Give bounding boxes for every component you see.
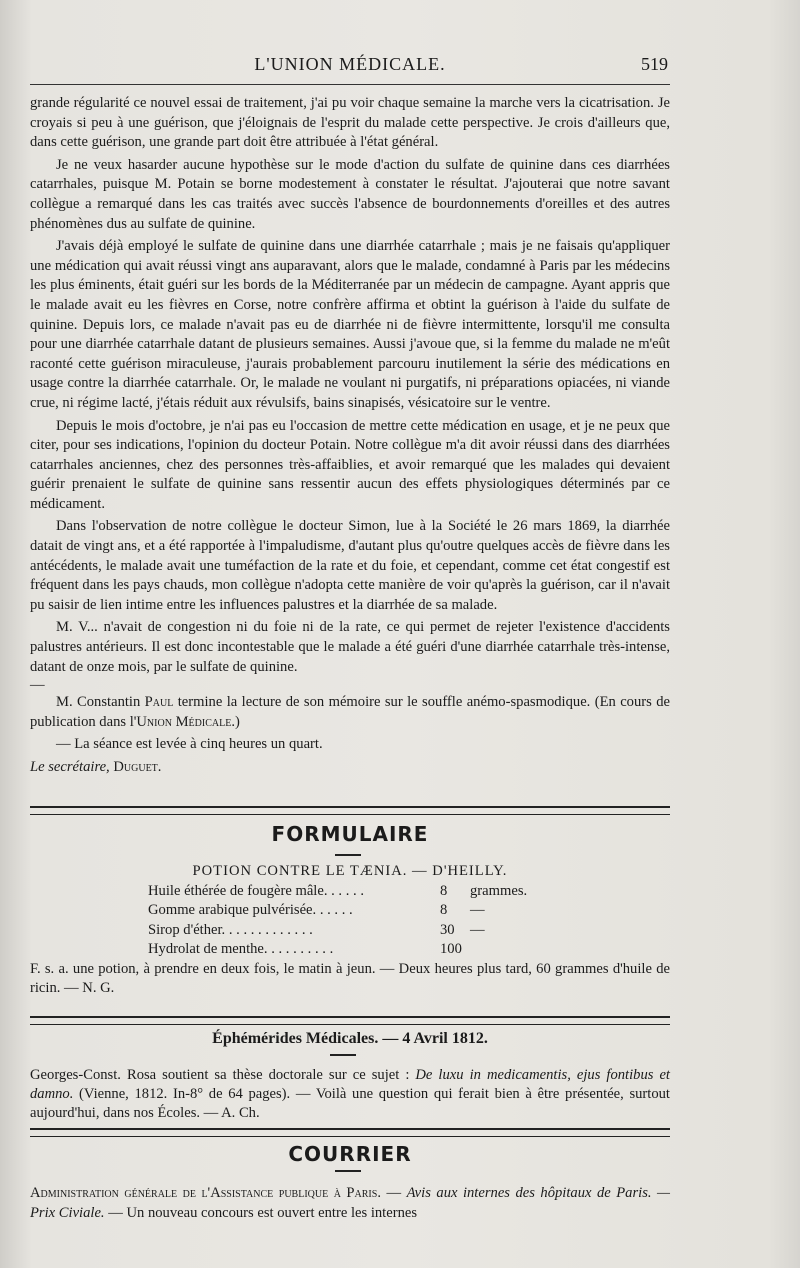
courrier-title: COURRIER bbox=[288, 1142, 412, 1166]
signature-role: Le secrétaire, bbox=[30, 759, 114, 775]
courrier-body bbox=[30, 1184, 670, 1223]
signature bbox=[30, 758, 670, 778]
eph-text-b: (Vienne, 1812. In-8° de 64 pages). — Voilà une question qui ferait bien à être présentée, surtout aujourd'hui, dans nos Écoles. — A. Ch. bbox=[30, 1086, 670, 1121]
ingredient-name: Huile éthérée de fougère mâle. . . . . . bbox=[148, 882, 364, 899]
eph-text-a: Georges-Const. Rosa soutient sa thèse doctorale sur ce sujet : bbox=[30, 1067, 416, 1083]
ingredient-qty: 8 bbox=[440, 902, 448, 918]
section-rule-courrier bbox=[30, 1128, 670, 1137]
ingredient-unit: — bbox=[470, 902, 485, 918]
ingredient-row bbox=[30, 940, 670, 960]
ephemerides-title: Éphémérides Médicales. — 4 Avril 1812. bbox=[212, 1030, 488, 1047]
paragraph-7 bbox=[30, 693, 670, 732]
paragraph-2: Je ne veux hasarder aucune hypothèse sur le mode d'action du sulfate de quinine dans ces diarrhées catarrhales, puisque M. Potain se borne modestement à constater le résultat. J'ajouterai que notre savant collègue a remarqué dans les cas traités avec succès l'absence de bourdonnements d'oreilles et des autres phénomènes dus au sulfate de quinine. bbox=[30, 156, 670, 232]
page-header bbox=[30, 52, 670, 80]
title-dash bbox=[330, 1054, 356, 1056]
paragraph-3: J'avais déjà employé le sulfate de quinine dans une diarrhée catarrhale ; mais je ne faisais qu'appliquer une médication qui avait réussi vingt ans auparavant, alors que le malade, condamné à Paris par les médecins les plus éminents, était guéri sur les bords de la Méditerranée par un médecin de campagne. Ayant appris que le malade avait eu les fièvres en Corse, notre confrère affirma et obtint la guérison à l'aide du sulfate de quinine. Depuis lors, ce malade n'avait pas eu de diarrhée ni de fièvre intermittente, lorsqu'il me consulta pour une diarrhée catarrhale datant de plusieurs semaines. Aussi j'avoue que, si la femme du malade ne m'eût raconté cette guérison miraculeuse, j'aurais probablement parcouru inutilement la série des médications en usage contre la diarrhée catarrhale. Or, le malade ne voulant ni purgatifs, ni préparations opiacées, ni viande crue, ni régime lacté, j'étais réduit aux révulsifs, bains sinapisés, vésicatoire sur le ventre. bbox=[30, 238, 670, 411]
ingredient-row bbox=[30, 901, 670, 921]
paragraph-4: Depuis le mois d'octobre, je n'ai pas eu l'occasion de mettre cette médication en usage, et je ne peux que citer, pour ses indications, l'opinion du docteur Potain. Notre collègue m'a dit avoir réussi dans des diarrhées catarrhales anciennes, chez des personnes très-affaiblies, et avoir remarqué que les malades qui devaient guérir prenaient le sulfate de quinine sans ressentir aucun des effets physiologiques déterminés par ce médicament. bbox=[30, 417, 670, 512]
courrier-org: Administration générale de l'Assistance publique à Paris. bbox=[30, 1185, 381, 1201]
ingredient-name: Hydrolat de menthe. . . . . . . . . . bbox=[148, 941, 334, 957]
article-body bbox=[30, 94, 670, 781]
section-rule-ephemerides bbox=[30, 1016, 670, 1025]
ingredient-unit: — bbox=[470, 921, 485, 938]
eph-title-italic: De luxu in medicamentis, ejus fontibus et damno. bbox=[30, 1067, 670, 1102]
section-rule-formulaire bbox=[30, 806, 670, 815]
paragraph-5: Dans l'observation de notre collègue le docteur Simon, lue à la Société le 26 mars 1869, la diarrhée datait de vingt ans, et a été rapportée à l'impaludisme, d'autant plus qu'outre quelques accès de fièvre dans les antécédents, le malade avait une tuméfaction de la rate et du foie, et cependant, comme cet état congestif est fréquent dans les pays chauds, mon collègue n'adopta cette manière de voir qu'après la guérison, car il n'avait pu saisir de lien intime entre les influences palustres et la diarrhée de sa malade. bbox=[30, 518, 670, 613]
courrier-italic: Avis aux internes des hôpitaux de Paris. — Prix Civiale. bbox=[30, 1185, 671, 1221]
author-name: Paul bbox=[144, 694, 174, 711]
paragraph-6: M. V... n'avait de congestion ni du foie ni de la rate, ce qui permet de rejeter l'existence d'accidents palustres antérieurs. Il est donc incontestable que le malade a été guéri d'une diarrhée catarrhale très-intense, datant de onze mois, par le sulfate de quinine. bbox=[30, 619, 670, 675]
formulaire-title: FORMULAIRE bbox=[271, 822, 429, 846]
potion-title: POTION CONTRE LE TÆNIA. — D'HEILLY. bbox=[192, 863, 508, 879]
ingredient-row bbox=[30, 921, 670, 941]
ingredient-name: Sirop d'éther. . . . . . . . . . . . . bbox=[148, 921, 313, 938]
p7-text-b: termine la lecture de son mémoire sur le souffle anémo-spasmodique. (En cours de publication dans l' bbox=[30, 694, 670, 730]
formulaire-body bbox=[30, 862, 670, 999]
page-number: 519 bbox=[641, 54, 668, 74]
title-dash bbox=[335, 854, 361, 856]
p7-text-a: M. Constantin bbox=[56, 694, 145, 711]
journal-title: L'UNION MÉDICALE. bbox=[254, 54, 446, 74]
paragraph-1: grande régularité ce nouvel essai de traitement, j'ai pu voir chaque semaine la marche vers la cicatrisation. Je croyais si peu à une guérison, que j'éloignais de l'esprit du malade cette perspective. Je crois d'ailleurs que, dans cette guérison, une grande part doit être attribuée à l'état général. bbox=[30, 95, 670, 151]
ingredient-qty: 8 bbox=[440, 882, 448, 899]
ingredient-name: Gomme arabique pulvérisée. . . . . . bbox=[148, 902, 353, 918]
p7-text-c: .) bbox=[231, 713, 240, 730]
ingredient-unit: grammes. bbox=[470, 882, 528, 899]
ingredient-row bbox=[30, 882, 670, 902]
title-dash bbox=[335, 1170, 361, 1172]
courrier-text-a: — bbox=[380, 1185, 407, 1201]
ingredient-qty: 30 bbox=[440, 921, 455, 938]
signature-name: Duguet. bbox=[113, 759, 162, 775]
header-rule bbox=[30, 84, 670, 85]
separator-dash: — bbox=[30, 677, 45, 694]
courrier-text-b: — Un nouveau concours est ouvert entre les internes bbox=[104, 1204, 418, 1221]
ingredient-qty: 100 bbox=[440, 941, 462, 957]
journal-name: Union Médicale bbox=[136, 713, 232, 730]
ephemerides-body bbox=[30, 1066, 670, 1123]
potion-instructions: F. s. a. une potion, à prendre en deux fois, le matin à jeun. — Deux heures plus tard, 60 grammes d'huile de ricin. — N. G. bbox=[30, 960, 670, 996]
paragraph-8: — La séance est levée à cinq heures un quart. bbox=[56, 736, 323, 753]
